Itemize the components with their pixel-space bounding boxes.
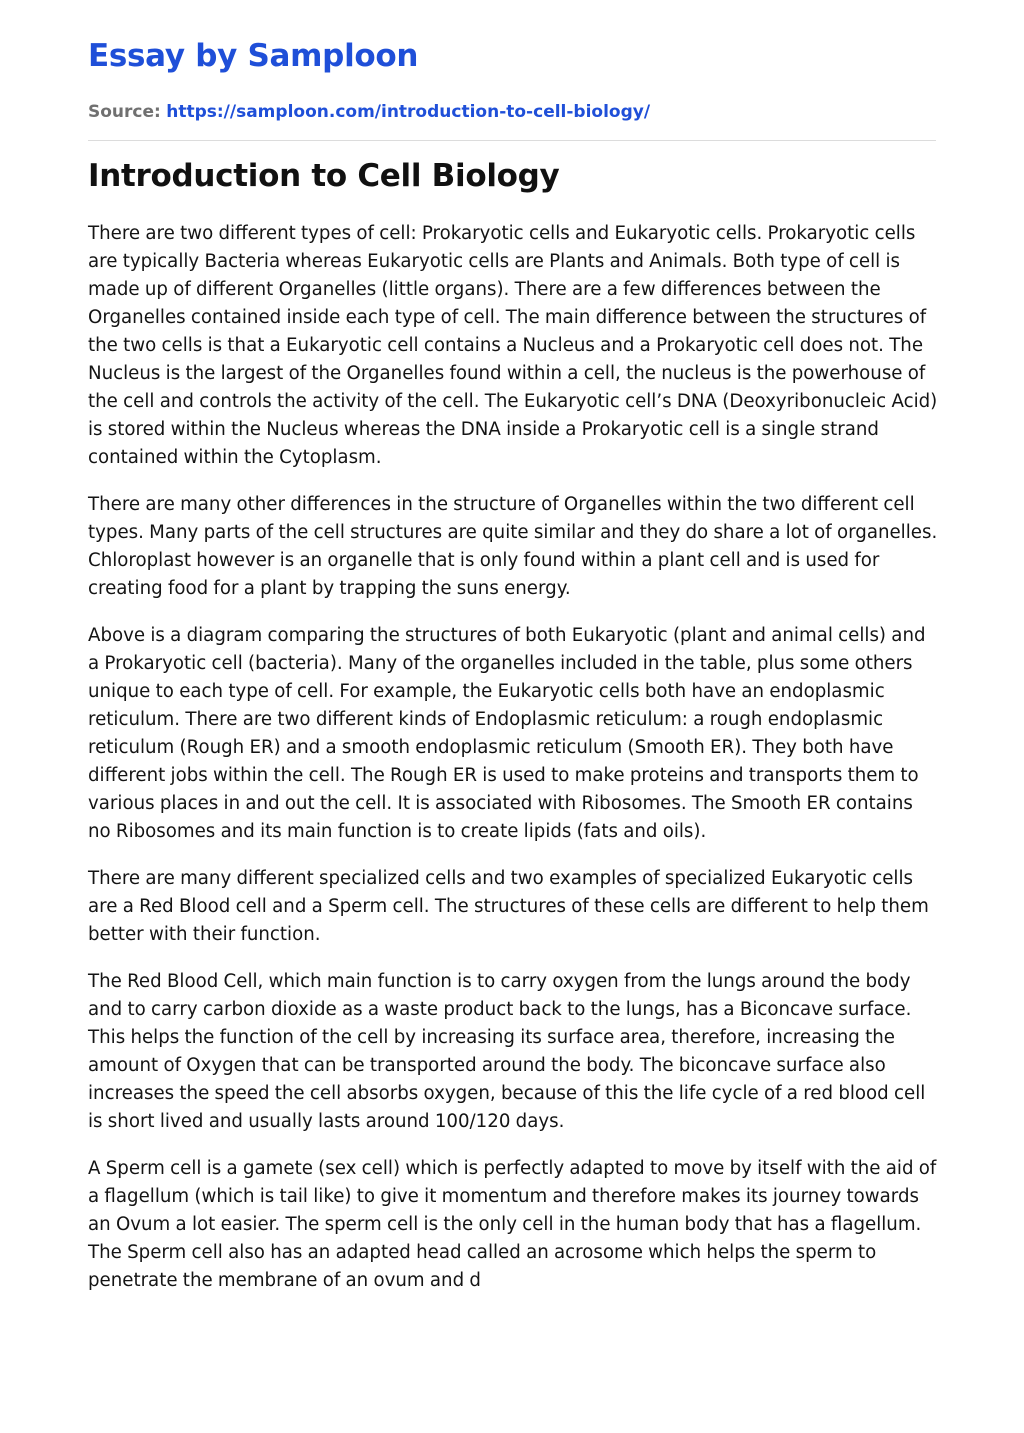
article-paragraph: Above is a diagram comparing the structures of both Eukaryotic (plant and animal cells) and a Prokaryotic cell (bacteria). Many of the organelles included in the table, plus some others unique to each type of cell. For example, the Eukaryotic cells both have an endoplasmic reticulum. There are two different kinds of Endoplasmic reticulum: a rough endoplasmic reticulum (Rough ER) and a smooth endoplasmic reticulum (Smooth ER). They both have different jobs within the cell. The Rough ER is used to make proteins and transports them to various places in and out the cell. It is associated with Ribosomes. The Smooth ER contains no Ribosomes and its main function is to create lipids (fats and oils).	[88, 625, 926, 842]
article-body	[88, 220, 938, 1295]
essay-page	[88, 34, 938, 1314]
article-paragraph: There are many other differences in the structure of Organelles within the two different cell types. Many parts of the cell structures are quite similar and they do share a lot of organelles. Chloroplast however is an organelle that is only found within a plant cell and is used for creating food for a plant by trapping the suns energy.	[88, 494, 938, 599]
article-title: Introduction to Cell Biology	[88, 158, 560, 194]
article-paragraph: There are two different types of cell: Prokaryotic cells and Eukaryotic cells. Prokaryotic cells are typically Bacteria whereas Eukaryotic cells are Plants and Animals. Both type of cell is made up of different Organelles (little organs). There are a few differences between the Organelles contained inside each type of cell. The main difference between the structures of the two cells is that a Eukaryotic cell contains a Nucleus and a Prokaryotic cell does not. The Nucleus is the largest of the Organelles found within a cell, the nucleus is the powerhouse of the cell and controls the activity of the cell. The Eukaryotic cell’s DNA (Deoxyribonucleic Acid) is stored within the Nucleus whereas the DNA inside a Prokaryotic cell is a single strand contained within the Cytoplasm.	[88, 223, 938, 468]
article-paragraph: The Red Blood Cell, which main function is to carry oxygen from the lungs around the body and to carry carbon dioxide as a waste product back to the lungs, has a Biconcave surface. This helps the function of the cell by increasing its surface area, therefore, increasing the amount of Oxygen that can be transported around the body. The biconcave surface also increases the speed the cell absorbs oxygen, because of this the life cycle of a red blood cell is short lived and usually lasts around 100/120 days.	[88, 971, 926, 1132]
site-brand-title: Essay by Samploon	[88, 38, 419, 74]
article-paragraph: A Sperm cell is a gamete (sex cell) which is perfectly adapted to move by itself with the aid of a flagellum (which is tail like) to give it momentum and therefore makes its journey towards an Ovum a lot easier. The sperm cell is the only cell in the human body that has a flagellum. The Sperm cell also has an adapted head called an acrosome which helps the sperm to penetrate the membrane of an ovum and d	[88, 1158, 937, 1291]
article-paragraph: There are many different specialized cells and two examples of specialized Eukaryotic cells are a Red Blood cell and a Sperm cell. The structures of these cells are different to help them better with their function.	[88, 868, 929, 945]
source-line	[88, 100, 938, 124]
source-label: Source:	[88, 102, 161, 122]
source-link[interactable]: https://samploon.com/introduction-to-cell-biology/	[166, 102, 651, 122]
header-divider	[88, 140, 936, 141]
